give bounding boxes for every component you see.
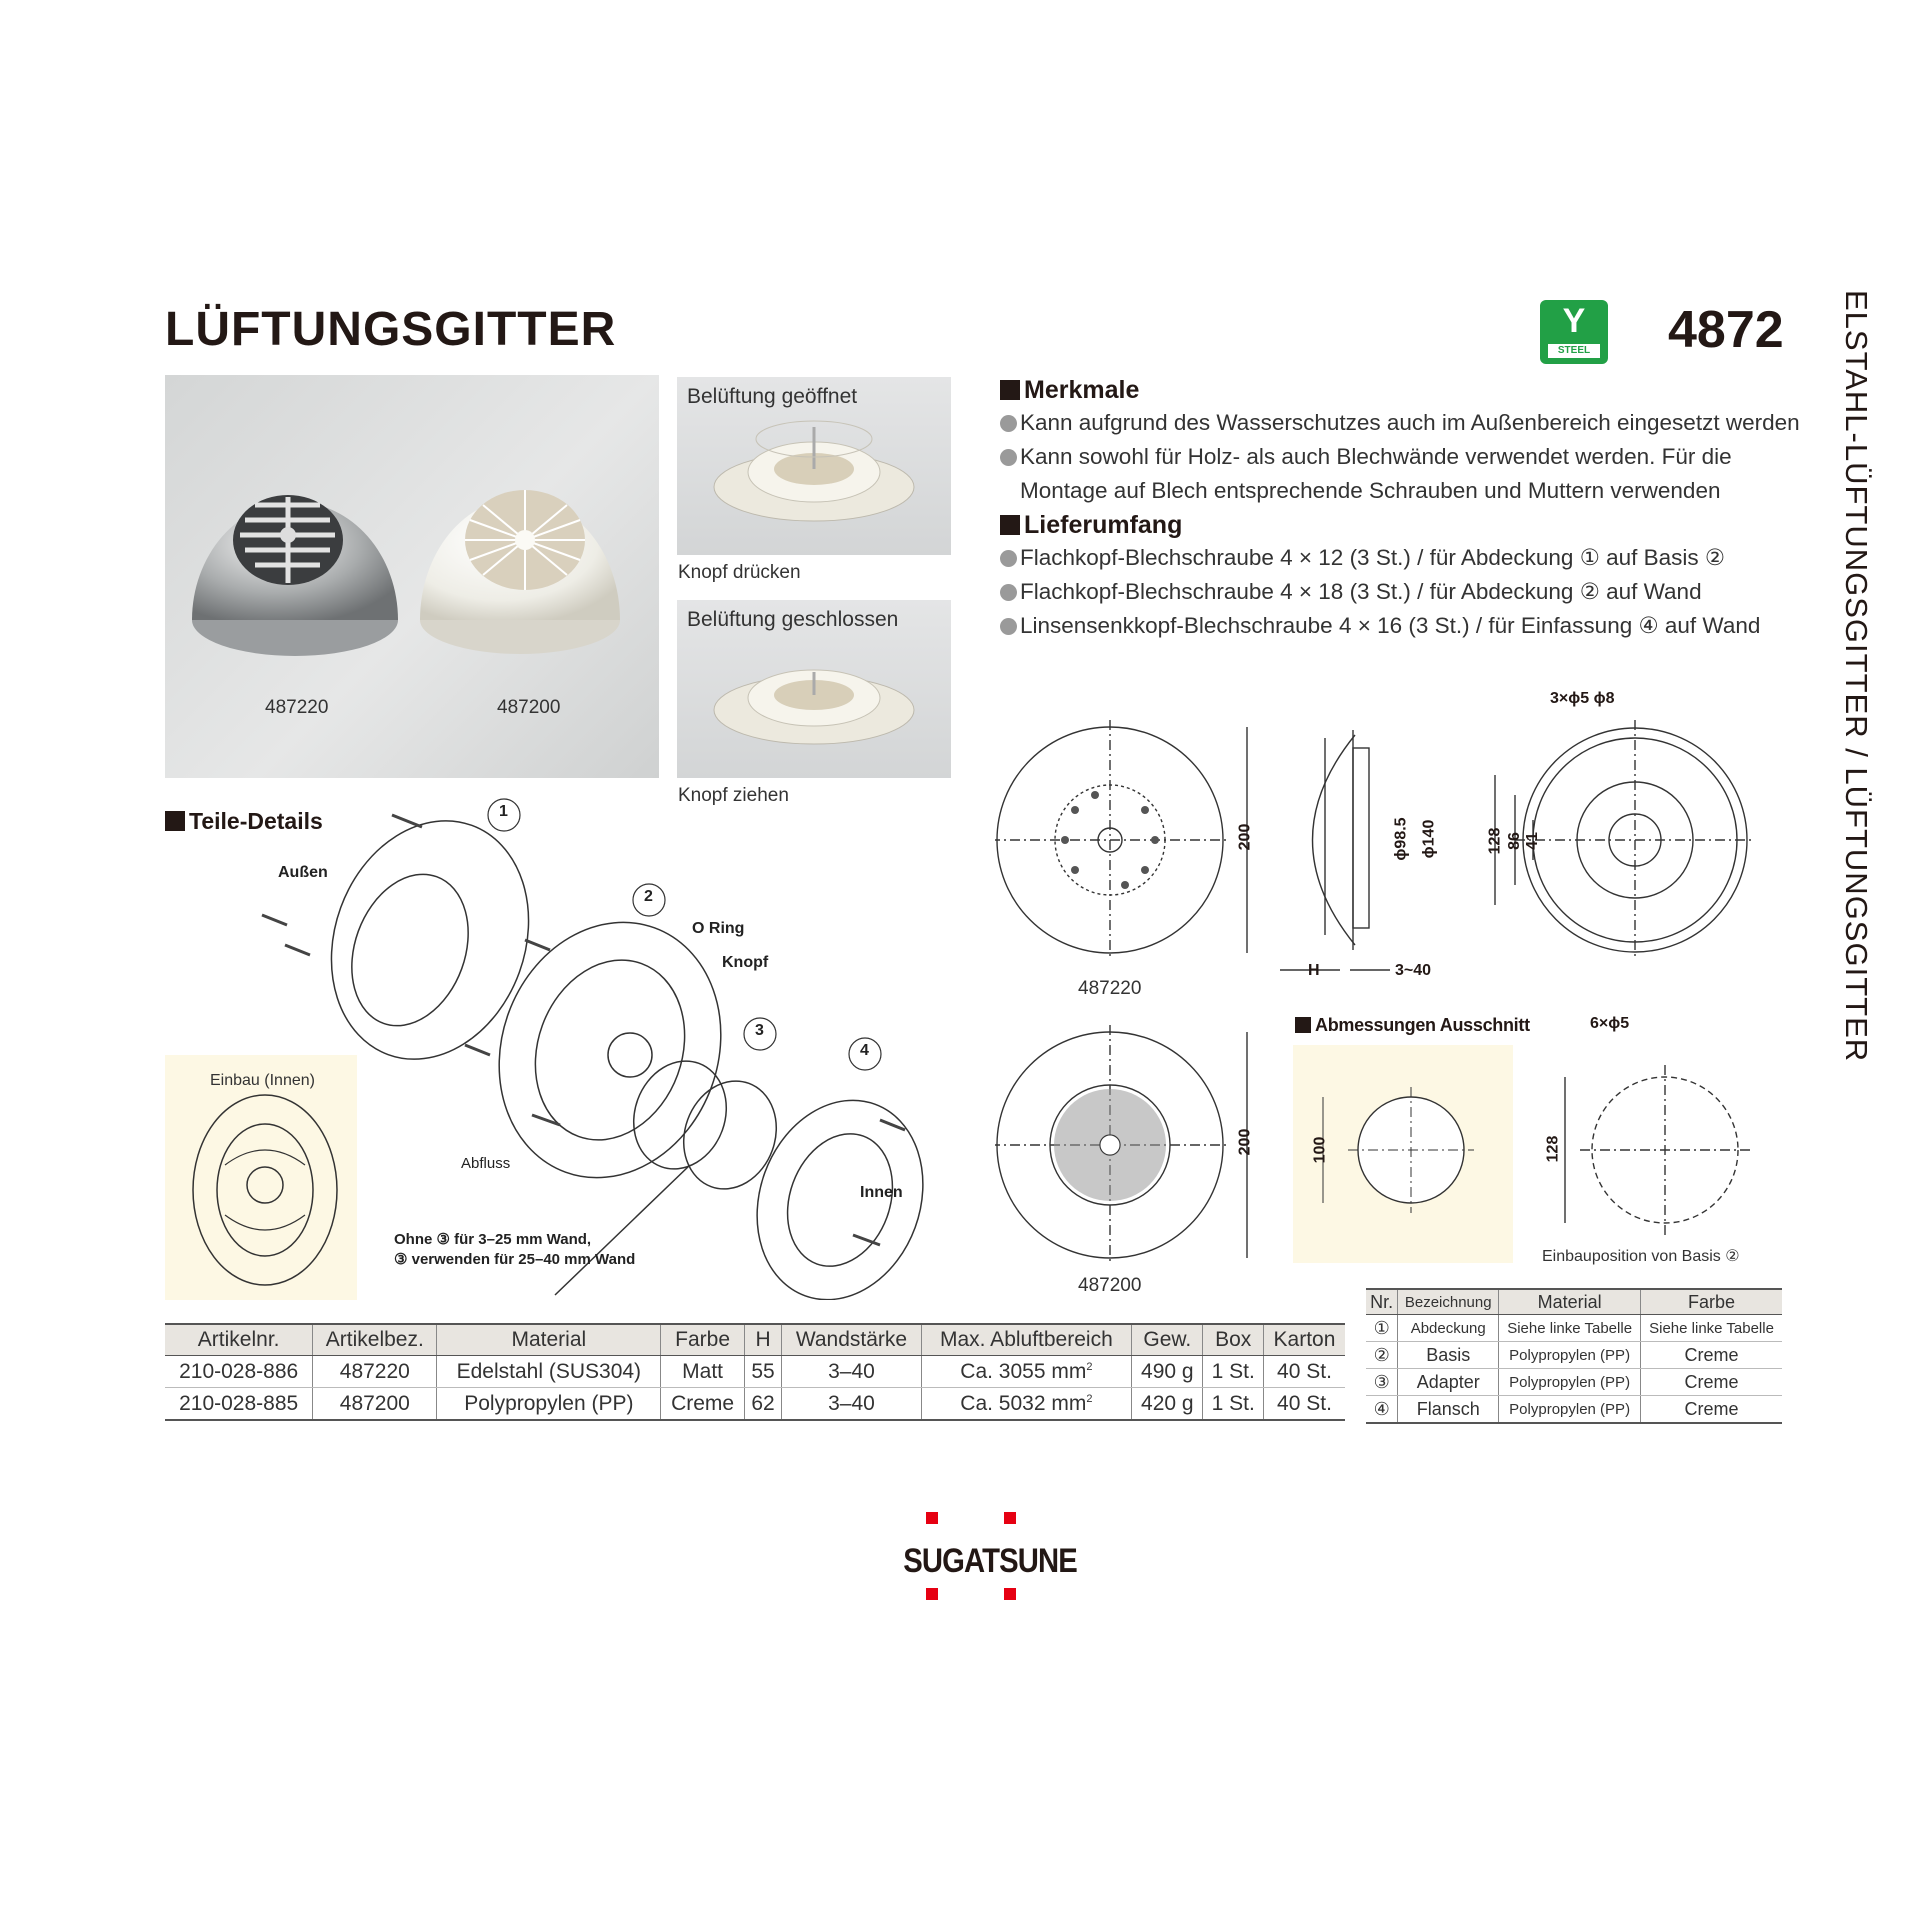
label-knopf: Knopf — [722, 954, 769, 971]
dim-41: 41 — [1523, 832, 1541, 850]
logo-square-icon — [926, 1512, 938, 1524]
wall-note-1: Ohne ③ für 3–25 mm Wand, — [394, 1231, 592, 1248]
photo-vent-closed — [677, 600, 951, 778]
dim-86: 86 — [1505, 832, 1523, 850]
cell-part-material: Siehe linke Tabelle — [1499, 1315, 1641, 1342]
col-part-material: Material — [1499, 1289, 1641, 1315]
cell-part-material: Polypropylen (PP) — [1499, 1396, 1641, 1424]
dim-holes-3x5: 3×ϕ5 ϕ8 — [1550, 690, 1615, 707]
feature-item-2: Kann sowohl für Holz- als auch Blechwände verwendet werden. Für die — [1000, 440, 1732, 474]
vent-closed-caption: Belüftung geschlossen — [687, 608, 899, 631]
cell-h: 55 — [744, 1356, 781, 1388]
col-bezeichnung: Bezeichnung — [1398, 1289, 1499, 1315]
label-oring: O Ring — [692, 920, 745, 937]
table-row — [1366, 1342, 1782, 1369]
cell-nr: ② — [1366, 1342, 1398, 1369]
cell-artikelnr: 210-028-886 — [165, 1356, 313, 1388]
col-gewicht: Gew. — [1132, 1324, 1203, 1356]
cell-part-farbe: Creme — [1641, 1396, 1782, 1424]
delivery-item-1: Flachkopf-Blechschraube 4 × 12 (3 St.) / für Abdeckung ① auf Basis ② — [1000, 541, 1725, 575]
cell-part-farbe: Creme — [1641, 1369, 1782, 1396]
parts-table — [1366, 1288, 1782, 1424]
dim-200-bottom: 200 — [1236, 1128, 1254, 1156]
cell-abluftbereich: Ca. 5032 $mm^2$ — [921, 1388, 1132, 1421]
product-table — [165, 1323, 1345, 1421]
vent-closed-note: Knopf ziehen — [678, 785, 789, 806]
drawing-label-487200: 487200 — [1078, 1275, 1142, 1296]
cutout-heading: Abmessungen Ausschnitt — [1295, 1015, 1530, 1036]
col-artikelnr: Artikelnr. — [165, 1324, 313, 1356]
page-title: LÜFTUNGSGITTER — [165, 303, 617, 356]
table-row — [165, 1388, 1345, 1421]
dim-holes-6x5: 6×ϕ5 — [1590, 1015, 1630, 1032]
table-row — [1366, 1396, 1782, 1424]
wall-note-2: ③ verwenden für 25–40 mm Wand — [394, 1251, 636, 1268]
cell-farbe: Matt — [661, 1356, 744, 1388]
features-heading: Merkmale — [1000, 376, 1139, 405]
label-abfluss: Abfluss — [461, 1155, 511, 1172]
delivery-item-3: Linsensenkkopf-Blechschraube 4 × 16 (3 St.) / für Einfassung ④ auf Wand — [1000, 609, 1760, 643]
dim-phi-140: ϕ140 — [1420, 819, 1438, 859]
cell-farbe: Creme — [661, 1388, 744, 1421]
cell-bezeichnung: Basis — [1398, 1342, 1499, 1369]
photo-label-cream: 487200 — [497, 697, 561, 718]
delivery-heading: Lieferumfang — [1000, 511, 1182, 540]
cell-gewicht: 490 g — [1132, 1356, 1203, 1388]
table-row — [1366, 1315, 1782, 1342]
col-h: H — [744, 1324, 781, 1356]
cell-abluftbereich: Ca. 3055 $mm^2$ — [921, 1356, 1132, 1388]
cell-h: 62 — [744, 1388, 781, 1421]
screw-icon: Y — [1562, 302, 1586, 340]
vent-covers-illustration — [165, 375, 659, 778]
cell-box: 1 St. — [1203, 1356, 1263, 1388]
cell-nr: ① — [1366, 1315, 1398, 1342]
cell-part-material: Polypropylen (PP) — [1499, 1342, 1641, 1369]
installation-caption: Einbau (Innen) — [210, 1072, 315, 1089]
logo-square-icon — [1004, 1588, 1016, 1600]
label-innen: Innen — [860, 1184, 903, 1201]
label-aussen: Außen — [278, 864, 328, 881]
cell-karton: 40 St. — [1263, 1356, 1345, 1388]
mount-position-caption: Einbauposition von Basis ② — [1542, 1248, 1740, 1265]
feature-item-2-cont: Montage auf Blech entsprechende Schrauben und Muttern verwenden — [1020, 478, 1721, 503]
dim-h: H — [1308, 962, 1320, 979]
logo-square-icon — [1004, 1512, 1016, 1524]
drawing-label-487220: 487220 — [1078, 978, 1142, 999]
col-wandstaerke: Wandstärke — [782, 1324, 921, 1356]
steel-material-badge — [1540, 300, 1608, 364]
cell-part-farbe: Siehe linke Tabelle — [1641, 1315, 1782, 1342]
dim-100: 100 — [1311, 1136, 1329, 1164]
cell-material: Polypropylen (PP) — [437, 1388, 661, 1421]
product-photo — [165, 375, 659, 778]
cell-karton: 40 St. — [1263, 1388, 1345, 1421]
part-number-4: 4 — [860, 1042, 869, 1059]
col-box: Box — [1203, 1324, 1263, 1356]
table-row — [165, 1356, 1345, 1388]
installation-inner-view — [165, 1055, 357, 1300]
part-number-2: 2 — [644, 888, 653, 905]
cell-part-farbe: Creme — [1641, 1342, 1782, 1369]
cell-artikelbez: 487220 — [313, 1356, 437, 1388]
col-karton: Karton — [1263, 1324, 1345, 1356]
dim-3-40: 3~40 — [1395, 962, 1432, 979]
cell-part-material: Polypropylen (PP) — [1499, 1369, 1641, 1396]
col-part-farbe: Farbe — [1641, 1289, 1782, 1315]
dim-200-top: 200 — [1236, 823, 1254, 851]
cell-box: 1 St. — [1203, 1388, 1263, 1421]
col-nr: Nr. — [1366, 1289, 1398, 1315]
vertical-title: ELSTAHL-LÜFTUNGSGITTER / LÜFTUNGSGITTER — [1839, 290, 1874, 1063]
dim-128: 128 — [1486, 827, 1504, 855]
cell-artikelnr: 210-028-885 — [165, 1388, 313, 1421]
cell-artikelbez: 487200 — [313, 1388, 437, 1421]
steel-badge-label: STEEL — [1548, 344, 1600, 358]
photo-label-steel: 487220 — [265, 697, 329, 718]
cutout-panel — [1293, 1045, 1513, 1263]
logo-square-icon — [926, 1588, 938, 1600]
vent-open-note: Knopf drücken — [678, 562, 801, 583]
col-abluftbereich: Max. Abluftbereich — [921, 1324, 1132, 1356]
cell-bezeichnung: Abdeckung — [1398, 1315, 1499, 1342]
dim-phi-98-5: ϕ98.5 — [1392, 817, 1410, 861]
flange-illustration — [165, 1055, 357, 1300]
cell-nr: ③ — [1366, 1369, 1398, 1396]
delivery-item-2: Flachkopf-Blechschraube 4 × 18 (3 St.) / für Abdeckung ② auf Wand — [1000, 575, 1702, 609]
brand-name: SUGATSUNE — [903, 1542, 1077, 1580]
col-artikelbez: Artikelbez. — [313, 1324, 437, 1356]
cell-gewicht: 420 g — [1132, 1388, 1203, 1421]
cell-bezeichnung: Adapter — [1398, 1369, 1499, 1396]
cell-bezeichnung: Flansch — [1398, 1396, 1499, 1424]
part-number-1: 1 — [499, 803, 508, 820]
cell-wandstaerke: 3–40 — [782, 1356, 921, 1388]
part-number-3: 3 — [755, 1022, 764, 1039]
product-code: 4872 — [1668, 301, 1784, 359]
col-farbe: Farbe — [661, 1324, 744, 1356]
dim-128-cutout: 128 — [1544, 1135, 1562, 1163]
cell-nr: ④ — [1366, 1396, 1398, 1424]
brand-logo — [892, 1512, 1077, 1600]
cell-wandstaerke: 3–40 — [782, 1388, 921, 1421]
vent-open-caption: Belüftung geöffnet — [687, 385, 858, 408]
photo-vent-open — [677, 377, 951, 555]
parts-detail-heading: Teile-Details — [165, 808, 323, 835]
table-row — [1366, 1369, 1782, 1396]
feature-item-1: Kann aufgrund des Wasserschutzes auch im Außenbereich eingesetzt werden — [1000, 406, 1800, 440]
cell-material: Edelstahl (SUS304) — [437, 1356, 661, 1388]
col-material: Material — [437, 1324, 661, 1356]
